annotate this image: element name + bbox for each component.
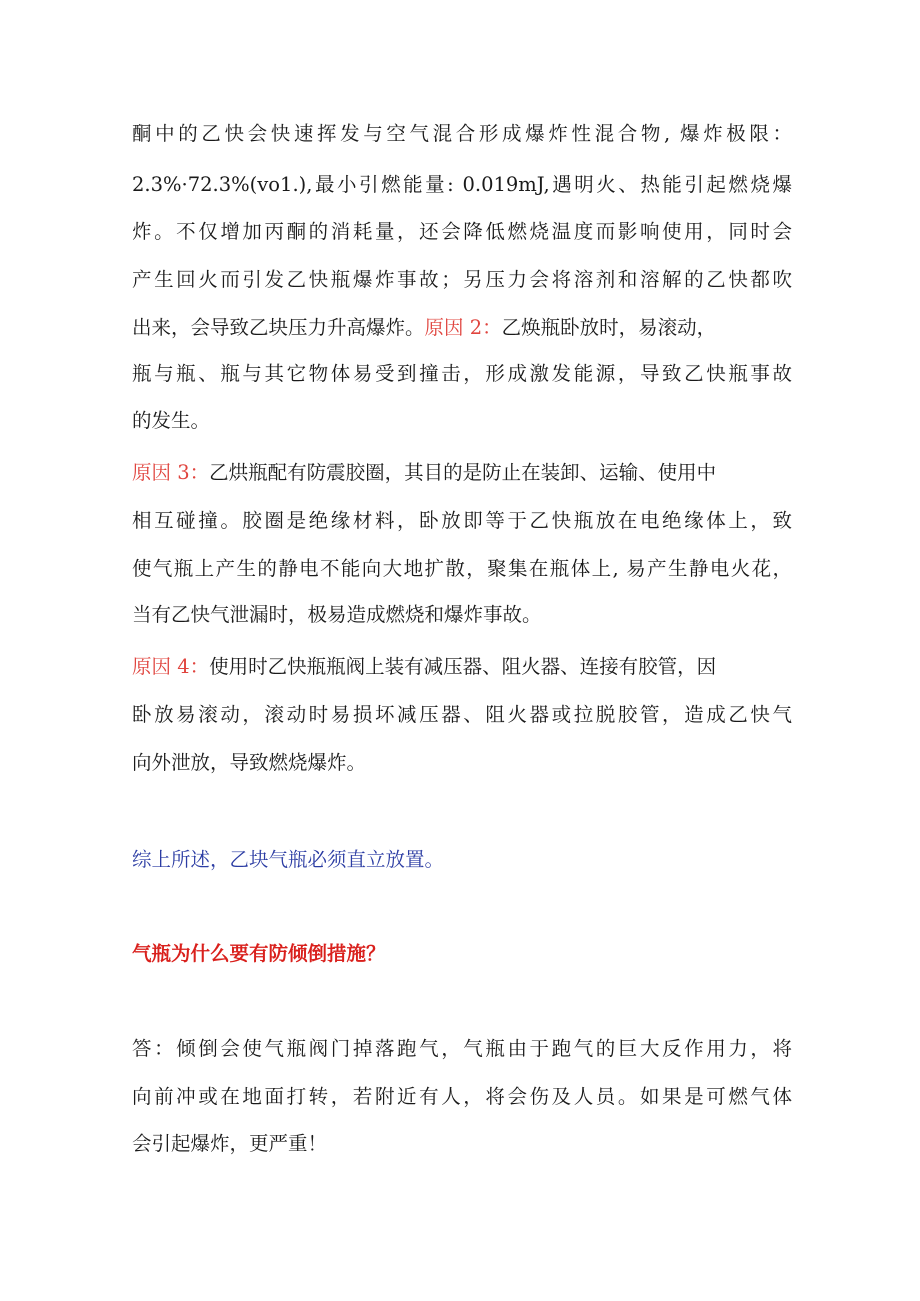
question-heading: 气瓶为什么要有防倾倒措施？ (132, 942, 386, 965)
paragraph3-line-1-text: 使用时乙快瓶瓶阀上装有减压器、阻火器、连接有胶管，因 (209, 655, 717, 678)
answer-line-2: 向前冲或在地面打转，若附近有人，将会伤及人员。如果是可燃气体 (132, 1085, 792, 1108)
paragraph1-line-7: 的发生。 (132, 409, 211, 432)
paragraph2-line-4: 当有乙快气泄漏时，极易造成燃烧和爆炸事故。 (132, 603, 542, 626)
paragraph2-line-1-text: 乙烘瓶配有防震胶圈，其目的是防止在装卸、运输、使用中 (209, 461, 717, 484)
paragraph3-line-2: 卧放易滚动，滚动时易损坏减压器、阻火器或拉脱胶管，造成乙快气 (132, 703, 792, 726)
paragraph1-line-5 (132, 314, 792, 342)
paragraph3-line-3: 向外泄放，导致燃烧爆炸。 (132, 751, 367, 774)
paragraph1-line-3: 炸。不仅增加丙酮的消耗量，还会降低燃烧温度而影响使用，同时会 (132, 220, 792, 243)
answer-line-3: 会引起爆炸，更严重！ (132, 1132, 328, 1155)
reason-3-label: 原因 3： (132, 461, 210, 484)
paragraph1-line-5-text: 出来，会导致乙块压力升高爆炸。 (132, 316, 425, 339)
paragraph1-line-5-tail: 乙焕瓶卧放时，易滚动， (501, 316, 717, 339)
paragraph1-line-2: 2.3%·72.3%(vo1.),最小引燃能量: 0.019mJ,遇明火、热能引起燃烧爆 (132, 173, 792, 196)
paragraph3-line-1 (132, 653, 792, 681)
paragraph1-line-6: 瓶与瓶、瓶与其它物体易受到撞击，形成激发能源，导致乙快瓶事故 (132, 362, 792, 385)
reason-4-label: 原因 4： (132, 655, 210, 678)
reason-2-label: 原因 2： (424, 316, 502, 339)
paragraph2-line-3: 使气瓶上产生的静电不能向大地扩散，聚集在瓶体上, 易产生静电火花， (132, 557, 792, 580)
paragraph2-line-2: 相互碰撞。胶圈是绝缘材料，卧放即等于乙快瓶放在电绝缘体上，致 (132, 509, 792, 532)
answer-line-1: 答：倾倒会使气瓶阀门掉落跑气，气瓶由于跑气的巨大反作用力，将 (132, 1037, 792, 1060)
summary-text: 综上所述，乙块气瓶必须直立放置。 (132, 848, 445, 871)
paragraph2-line-1 (132, 459, 792, 487)
paragraph1-line-4: 产生回火而引发乙快瓶爆炸事故；另压力会将溶剂和溶解的乙快都吹 (132, 268, 792, 291)
paragraph1-line-1: 酮中的乙快会快速挥发与空气混合形成爆炸性混合物, 爆炸极限： (132, 122, 792, 145)
